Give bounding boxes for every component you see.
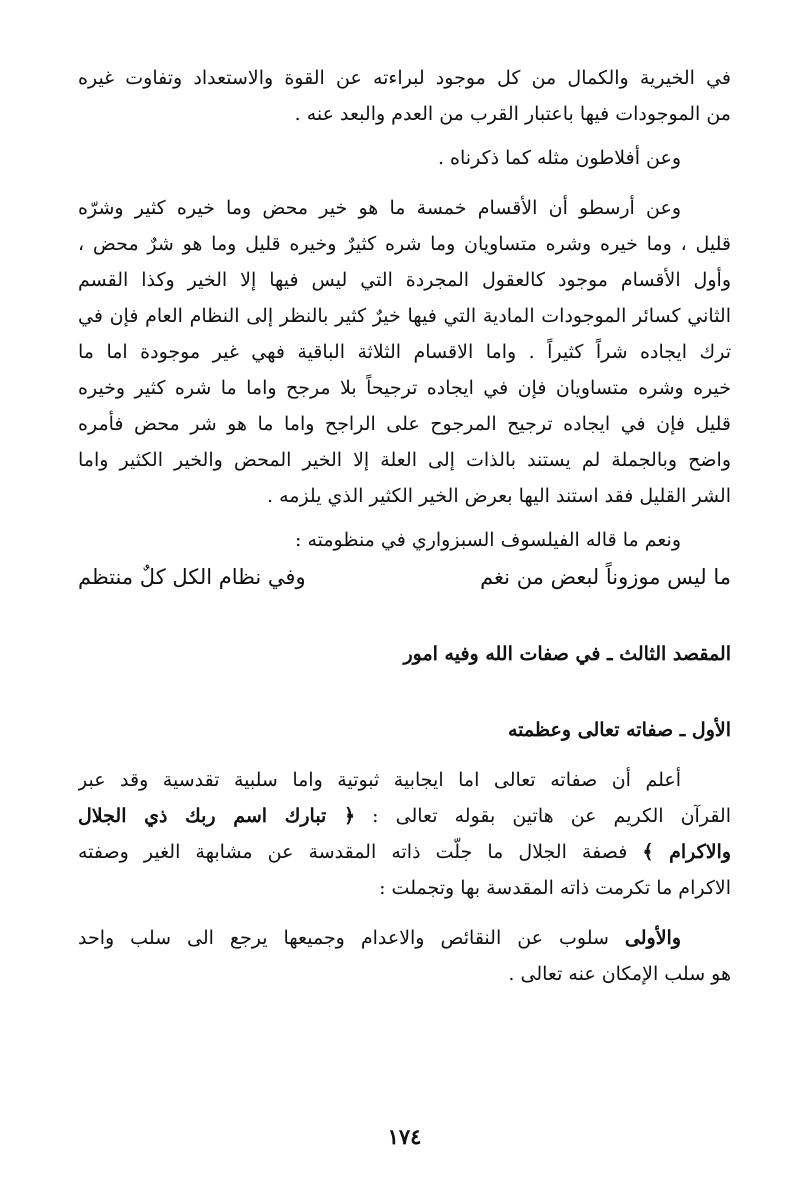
paragraph-5-line-2-text: القرآن الكريم عن هاتين بقوله تعالى : xyxy=(355,805,731,827)
paragraph-3-line-2: قليل ، وما خيره وشره متساويان وما شره كثيرٌ وخيره قليل وما هو شرٌ محض ، xyxy=(78,233,731,255)
paragraph-6-lead-word: والأولى xyxy=(624,927,681,949)
paragraph-1-line-1: في الخيرية والكمال من كل موجود لبراءته عن القوة والاستعداد وتفاوت غيره xyxy=(78,67,731,89)
paragraph-1-line-2: من الموجودات فيها باعتبار القرب من العدم والبعد عنه . xyxy=(294,103,731,125)
paragraph-3-line-4: الثاني كسائر الموجودات المادية التي فيها خيرٌ كثير بالنظر إلى النظام العام فإن في xyxy=(78,305,731,327)
paragraph-3-line-3: وأول الأقسام موجود كالعقول المجردة التي ليس فيها إلا الخير وكذا القسم xyxy=(78,269,731,291)
verse-hemistich-left: وفي نظام الكل كلٌ منتظم xyxy=(78,565,306,589)
section-heading: المقصد الثالث ـ في صفات الله وفيه امور xyxy=(403,643,731,665)
paragraph-3-line-8: واضح وبالجملة لم يستند بالذات إلى العلة إلا الخير المحض والخير الكثير واما xyxy=(78,449,731,471)
paragraph-3-line-1: وعن أرسطو أن الأقسام خمسة ما هو خير محض وما خيره كثير وشرّه xyxy=(78,197,681,219)
quran-verse-part-2: والاكرام ﴾ xyxy=(642,841,731,863)
paragraph-5-line-3 xyxy=(78,834,731,870)
paragraph-3-line-6: خيره وشره متساويان فإن في ايجاده ترجيحاً بلا مرجح واما ما شره كثير وخيره xyxy=(78,377,731,399)
verse-hemistich-right: ما ليس موزوناً لبعض من نغم xyxy=(480,565,731,589)
poem-verse xyxy=(78,558,731,596)
paragraph-5-line-3-text: فصفة الجلال ما جلّت ذاته المقدسة عن مشابهة الغير وصفته xyxy=(78,841,643,863)
paragraph-3-line-7: قليل فإن في ايجاده ترجيح المرجوح على الراجح واما ما هو شر محض فأمره xyxy=(78,413,731,435)
paragraph-3-line-5: ترك ايجاده شراً كثيراً . واما الاقسام الثلاثة الباقية فهي غير موجودة اما ما xyxy=(78,341,731,363)
paragraph-5-line-2 xyxy=(78,798,731,834)
paragraph-6-line-2: هو سلب الإمكان عنه تعالى . xyxy=(508,963,731,985)
paragraph-5-line-1: أعلم أن صفاته تعالى اما ايجابية ثبوتية واما سلبية تقدسية وقد عبر xyxy=(78,769,681,791)
paragraph-4-line-1: ونعم ما قاله الفيلسوف السبزواري في منظومته : xyxy=(295,529,681,551)
paragraph-6-line-1-text: سلوب عن النقائص والاعدام وجميعها يرجع الى سلب واحد xyxy=(78,927,625,949)
paragraph-6-line-1 xyxy=(78,920,731,956)
quran-verse-part-1: ﴿ تبارك اسم ربك ذي الجلال xyxy=(78,805,356,827)
paragraph-2-line-1: وعن أفلاطون مثله كما ذكرناه . xyxy=(437,147,681,169)
paragraph-3-line-9: الشر القليل فقد استند اليها بعرض الخير الكثير الذي يلزمه . xyxy=(267,485,731,507)
subsection-heading: الأول ـ صفاته تعالى وعظمته xyxy=(508,719,731,741)
page-number: ١٧٤ xyxy=(387,1124,422,1149)
page-body xyxy=(78,60,731,992)
paragraph-5-line-4: الاكرام ما تكرمت ذاته المقدسة بها وتجملت : xyxy=(379,877,731,899)
